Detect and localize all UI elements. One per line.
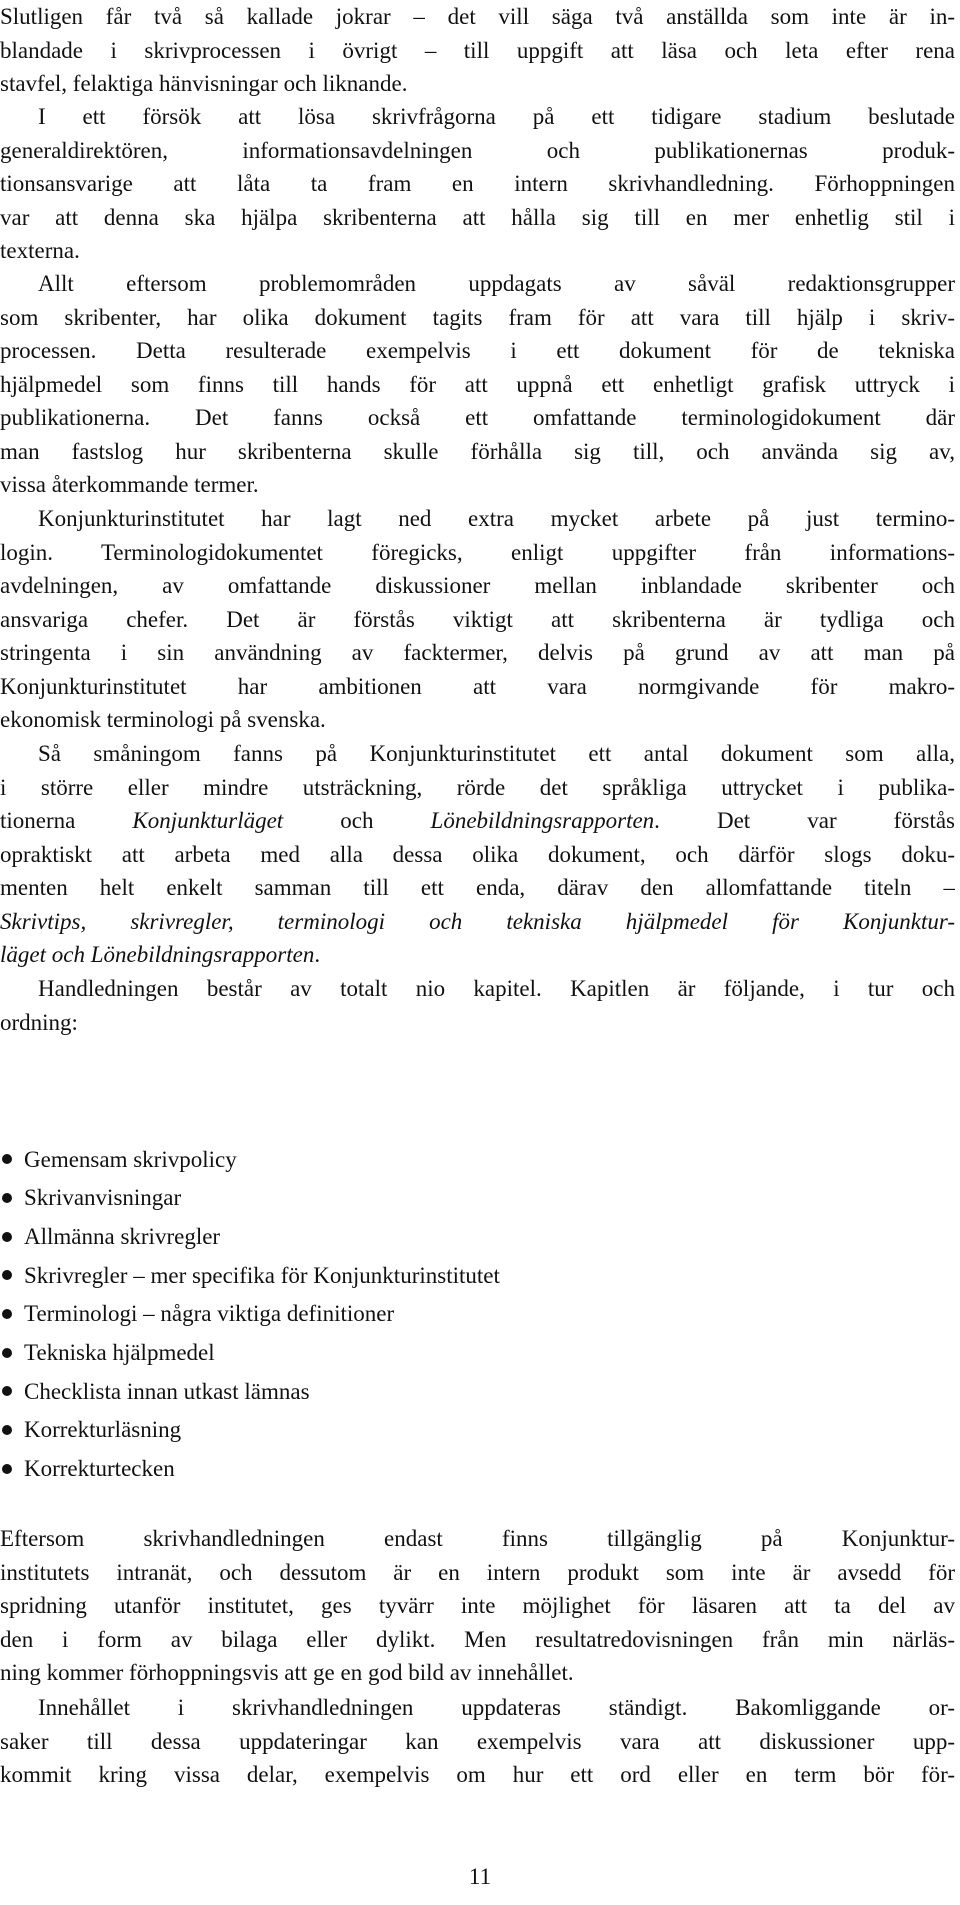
text-line: den i form av bilaga eller dylikt. Men resultatredovisningen från min närläs- xyxy=(0,1626,955,1652)
paragraph-kapitel xyxy=(0,972,955,1039)
list-item xyxy=(0,1179,500,1218)
list-item-label: Korrekturtecken xyxy=(24,1456,175,1482)
text-line: tionsansvarige att låta ta fram en intern skrivhandledning. Förhoppningen xyxy=(0,171,955,196)
text-line: Innehållet i skrivhandledningen uppdateras ständigt. Bakomliggande or- xyxy=(38,1695,955,1720)
list-item xyxy=(0,1372,500,1411)
list-item xyxy=(0,1450,500,1489)
text-line: stringenta i sin användning av facktermer, delvis på grund av att man på xyxy=(0,640,955,665)
text-line: hjälpmedel som finns till hands för att uppnå ett enhetligt grafisk uttryck i xyxy=(0,371,955,397)
list-item-label: Skrivanvisningar xyxy=(24,1185,182,1211)
bullet-icon xyxy=(2,1386,12,1396)
handbook-title: Skrivtips, skrivregler, terminologi och tekniska hjälpmedel för Konjunktur- xyxy=(0,908,955,934)
text-line: Slutligen får två så kallade jokrar – det vill säga två anställda som inte är in- xyxy=(0,4,955,29)
bullet-icon xyxy=(2,1270,12,1280)
list-item xyxy=(0,1295,500,1334)
paragraph-jokrar xyxy=(0,0,955,101)
text-line: ordning: xyxy=(0,1009,78,1035)
text-line: ning kommer förhoppningsvis att ge en god bild av innehållet. xyxy=(0,1660,574,1685)
text-line: som skribenter, har olika dokument tagits fram för att vara till hjälp i skriv- xyxy=(0,304,955,330)
text-line xyxy=(0,905,955,939)
text-line: login. Terminologidokumentet föregicks, enligt uppgifter från informations- xyxy=(0,539,955,565)
text-segment: . xyxy=(314,942,321,967)
list-item-label: Korrekturläsning xyxy=(24,1417,182,1443)
list-item xyxy=(0,1217,500,1256)
text-line: Allt eftersom problemområden uppdagats av såväl redaktionsgrupper xyxy=(38,271,955,296)
text-line: var att denna ska hjälpa skribenterna att hålla sig till en mer enhetlig stil i xyxy=(0,204,955,230)
publication-title: Lönebildningsrapporten xyxy=(430,808,655,833)
text-line: Eftersom skrivhandledningen endast finns tillgänglig på Konjunktur- xyxy=(0,1526,955,1551)
text-segment: . Det var förstås xyxy=(654,808,955,833)
text-line xyxy=(0,804,955,838)
text-segment: tionerna xyxy=(0,808,133,833)
text-line: spridning utanför institutet, ges tyvärr inte möjlighet för läsaren att ta del av xyxy=(0,1593,955,1618)
bullet-icon xyxy=(2,1193,12,1203)
text-line: Konjunkturinstitutet har lagt ned extra mycket arbete på just termino- xyxy=(38,506,955,531)
bullet-icon xyxy=(2,1425,12,1435)
text-line: texterna. xyxy=(0,238,80,263)
page-number: 11 xyxy=(468,1864,492,1889)
bullet-icon xyxy=(2,1232,12,1242)
text-line: man fastslog hur skribenterna skulle förhålla sig till, och använda sig av, xyxy=(0,438,955,464)
chapter-list xyxy=(0,1140,500,1488)
bullet-icon xyxy=(2,1464,12,1474)
publication-title: Konjunkturläget xyxy=(132,808,284,833)
text-line: I ett försök att lösa skrivfrågorna på ett tidigare stadium beslutade xyxy=(38,104,955,129)
handbook-title: läget och Lönebildningsrapporten xyxy=(0,942,315,967)
list-item-label: Terminologi – några viktiga definitioner xyxy=(24,1301,395,1327)
text-line: i större eller mindre utsträckning, rörde det språkliga uttrycket i publika- xyxy=(0,774,955,800)
list-item-label: Allmänna skrivregler xyxy=(24,1223,221,1249)
bullet-icon xyxy=(2,1154,12,1164)
text-line: blandade i skrivprocessen i övrigt – till uppgift att läsa och leta efter rena xyxy=(0,37,955,63)
text-line xyxy=(0,938,955,972)
list-item-label: Tekniska hjälpmedel xyxy=(24,1340,215,1366)
text-line: stavfel, felaktiga hänvisningar och liknande. xyxy=(0,71,408,96)
text-line: Så småningom fanns på Konjunkturinstitutet ett antal dokument som alla, xyxy=(38,741,955,766)
list-item xyxy=(0,1411,500,1450)
paragraph-skrivhandledning xyxy=(0,100,955,268)
text-line: ansvariga chefer. Det är förstås viktigt att skribenterna är tydliga och xyxy=(0,606,955,632)
list-item xyxy=(0,1256,500,1295)
paragraph-terminologi xyxy=(0,502,955,737)
list-item xyxy=(0,1140,500,1179)
list-item xyxy=(0,1333,500,1372)
paragraph-dokument xyxy=(0,737,955,972)
bullet-icon xyxy=(2,1348,12,1358)
text-line: generaldirektören, informationsavdelningen och publikationernas produk- xyxy=(0,137,955,163)
text-line: opraktiskt att arbeta med alla dessa olika dokument, och därför slogs doku- xyxy=(0,841,955,867)
text-line: ekonomisk terminologi på svenska. xyxy=(0,707,326,732)
text-line: Konjunkturinstitutet har ambitionen att vara normgivande för makro- xyxy=(0,673,955,699)
paragraph-intranat xyxy=(0,1522,955,1690)
list-item-label: Skrivregler – mer specifika för Konjunkturinstitutet xyxy=(24,1262,500,1288)
text-line: processen. Detta resulterade exempelvis i ett dokument för de tekniska xyxy=(0,338,955,363)
list-item-label: Gemensam skrivpolicy xyxy=(24,1146,237,1172)
text-line: institutets intranät, och dessutom är en intern produkt som inte är avsedd för xyxy=(0,1559,955,1585)
text-line: menten helt enkelt samman till ett enda, därav den allomfattande titeln – xyxy=(0,875,955,900)
text-line: avdelningen, av omfattande diskussioner mellan inblandade skribenter och xyxy=(0,573,955,598)
text-line: publikationerna. Det fanns också ett omfattande terminologidokument där xyxy=(0,405,955,430)
text-line: kommit kring vissa delar, exempelvis om hur ett ord eller en term bör för- xyxy=(0,1762,955,1787)
bullet-icon xyxy=(2,1309,12,1319)
paragraph-uppdateringar xyxy=(0,1691,955,1792)
text-line: Handledningen består av totalt nio kapitel. Kapitlen är följande, i tur och xyxy=(38,976,955,1001)
list-item-label: Checklista innan utkast lämnas xyxy=(24,1378,310,1404)
paragraph-problemomraden xyxy=(0,267,955,502)
text-line: saker till dessa uppdateringar kan exempelvis vara att diskussioner upp- xyxy=(0,1728,955,1754)
text-line: vissa återkommande termer. xyxy=(0,472,259,497)
text-segment: och xyxy=(283,808,431,833)
